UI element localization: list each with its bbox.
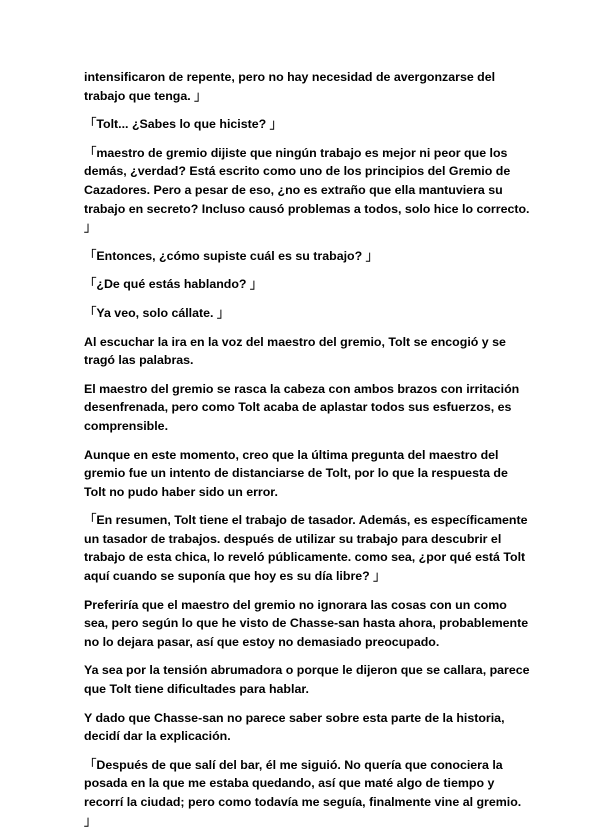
paragraph-11: Preferiría que el maestro del gremio no ignorara las cosas con un como sea, pero según lo que he visto de Chasse-san hasta ahora, probablemente no lo dejara pasar, así que estoy no demasiado preocupado. (84, 597, 529, 649)
paragraph-10: 「En resumen, Tolt tiene el trabajo de tasador. Además, es específicamente un tasador de trabajos. después de utilizar su trabajo para descubrir el trabajo de esta chica, lo reveló públicamente. como sea, ¿por qué está Tolt aquí cuando se suponía que hoy es su día libre? 」 (84, 513, 528, 584)
paragraph-13: Y dado que Chasse-san no parece saber sobre esta parte de la historia, decidí dar la explicación. (84, 710, 505, 744)
paragraph-1: intensificaron de repente, pero no hay necesidad de avergonzarse del trabajo que tenga. 」 (84, 70, 496, 103)
paragraph-4: 「Entonces, ¿cómo supiste cuál es su trabajo? 」 (84, 248, 378, 263)
paragraph-5: 「¿De qué estás hablando? 」 (84, 277, 263, 292)
paragraph-7: Al escuchar la ira en la voz del maestro del gremio, Tolt se encogió y se tragó las palabras. (84, 334, 506, 368)
paragraph-9: Aunque en este momento, creo que la última pregunta del maestro del gremio fue un intento de distanciarse de Tolt, por lo que la respuesta de Tolt no pudo haber sido un error. (84, 447, 508, 499)
paragraph-14: 「Después de que salí del bar, él me siguió. No quería que conociera la posada en la que me estaba quedando, así que maté algo de tiempo y recorrí la ciudad; pero como todavía me seguía, finalmente vine al gremio. 」 (84, 757, 522, 828)
paragraph-8: El maestro del gremio se rasca la cabeza con ambos brazos con irritación desenfrenada, pero como Tolt acaba de aplastar todos sus esfuerzos, es comprensible. (84, 381, 520, 433)
paragraph-2: 「Tolt... ¿Sabes lo que hiciste? 」 (84, 117, 283, 132)
paragraph-3: 「maestro de gremio dijiste que ningún trabajo es mejor ni peor que los demás, ¿verdad? Está escrito como uno de los principios del Gremio de Cazadores. Pero a pesar de eso, ¿no es extraño que ella mantuviera su trabajo en secreto? Incluso causó problemas a todos, solo hice lo correcto. 」 (84, 145, 530, 235)
paragraph-6: 「Ya veo, solo cállate. 」 (84, 305, 230, 320)
paragraph-12: Ya sea por la tensión abrumadora o porque le dijeron que se callara, parece que Tolt tiene dificultades para hablar. (84, 663, 530, 697)
document-page (84, 68, 530, 840)
